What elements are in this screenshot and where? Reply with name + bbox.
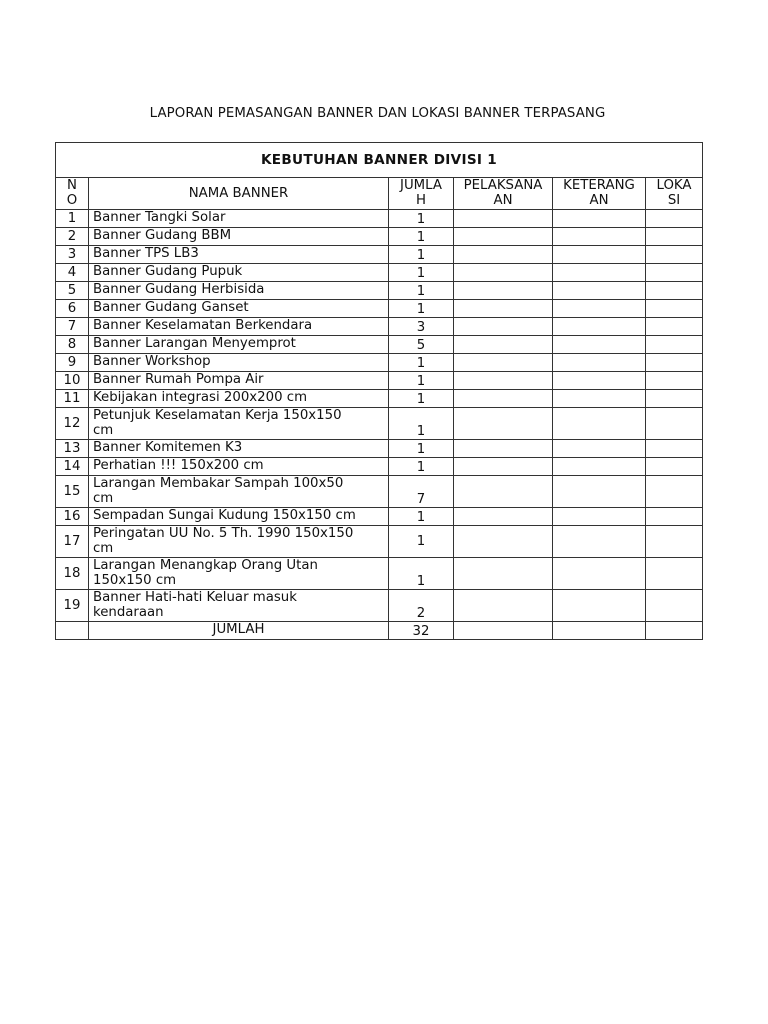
cell-qty: 1 (389, 282, 454, 300)
banner-name-line: Petunjuk Keselamatan Kerja 150x150 (93, 408, 342, 423)
cell-no (56, 622, 89, 640)
banner-name-line: Larangan Menangkap Orang Utan (93, 558, 318, 573)
cell-qty: 1 (389, 526, 454, 558)
cell-lokasi (646, 590, 703, 622)
table-row (56, 210, 703, 228)
cell-lokasi (646, 336, 703, 354)
cell-pelaksanaan (454, 282, 553, 300)
cell-no: 15 (56, 476, 89, 508)
cell-qty: 1 (389, 228, 454, 246)
cell-pelaksanaan (454, 300, 553, 318)
banner-name-line: Larangan Membakar Sampah 100x50 (93, 476, 344, 491)
cell-banner-name (89, 300, 389, 318)
cell-banner-name (89, 458, 389, 476)
cell-lokasi (646, 622, 703, 640)
cell-keterangan (553, 318, 646, 336)
banner-name-line: Banner Gudang Pupuk (93, 264, 243, 279)
cell-banner-name (89, 228, 389, 246)
cell-banner-name (89, 526, 389, 558)
cell-no: 14 (56, 458, 89, 476)
cell-pelaksanaan (454, 526, 553, 558)
cell-keterangan (553, 372, 646, 390)
banner-name-line: Banner Gudang Herbisida (93, 282, 265, 297)
cell-qty: 1 (389, 558, 454, 590)
cell-lokasi (646, 440, 703, 458)
cell-no: 18 (56, 558, 89, 590)
table-row (56, 476, 703, 508)
cell-banner-name (89, 590, 389, 622)
banner-name-line: Kebijakan integrasi 200x200 cm (93, 390, 308, 405)
cell-no: 12 (56, 408, 89, 440)
cell-lokasi (646, 526, 703, 558)
cell-lokasi (646, 476, 703, 508)
header-no: N O (56, 178, 89, 210)
cell-pelaksanaan (454, 440, 553, 458)
cell-lokasi (646, 264, 703, 282)
cell-pelaksanaan (454, 318, 553, 336)
cell-pelaksanaan (454, 336, 553, 354)
cell-banner-name (89, 354, 389, 372)
cell-banner-name (89, 476, 389, 508)
cell-qty: 1 (389, 458, 454, 476)
cell-qty: 1 (389, 390, 454, 408)
banner-name-line: Banner Workshop (93, 354, 211, 369)
cell-no: 7 (56, 318, 89, 336)
cell-lokasi (646, 508, 703, 526)
table-row (56, 318, 703, 336)
cell-banner-name (89, 264, 389, 282)
cell-keterangan (553, 508, 646, 526)
section-title: KEBUTUHAN BANNER DIVISI 1 (56, 143, 703, 178)
cell-pelaksanaan (454, 622, 553, 640)
cell-keterangan (553, 408, 646, 440)
table-header-row (56, 178, 703, 210)
cell-no: 13 (56, 440, 89, 458)
cell-pelaksanaan (454, 210, 553, 228)
banner-name-line: cm (93, 491, 114, 506)
cell-lokasi (646, 318, 703, 336)
cell-banner-name (89, 440, 389, 458)
cell-keterangan (553, 228, 646, 246)
table-row (56, 590, 703, 622)
header-keterangan: KETERANG AN (553, 178, 646, 210)
cell-pelaksanaan (454, 508, 553, 526)
cell-no: 11 (56, 390, 89, 408)
cell-qty: 5 (389, 336, 454, 354)
cell-banner-name (89, 558, 389, 590)
banner-table (55, 142, 703, 640)
cell-banner-name (89, 372, 389, 390)
cell-banner-name (89, 318, 389, 336)
cell-no: 10 (56, 372, 89, 390)
cell-qty: 7 (389, 476, 454, 508)
header-lokasi: LOKA SI (646, 178, 703, 210)
cell-qty: 3 (389, 318, 454, 336)
cell-banner-name (89, 210, 389, 228)
cell-banner-name (89, 336, 389, 354)
cell-keterangan (553, 210, 646, 228)
cell-banner-name (89, 508, 389, 526)
total-label: JUMLAH (89, 622, 389, 640)
banner-name-line: 150x150 cm (93, 573, 177, 588)
cell-no: 4 (56, 264, 89, 282)
cell-keterangan (553, 476, 646, 508)
cell-keterangan (553, 590, 646, 622)
table-row (56, 408, 703, 440)
banner-name-line: Sempadan Sungai Kudung 150x150 cm (93, 508, 356, 523)
cell-keterangan (553, 440, 646, 458)
cell-keterangan (553, 300, 646, 318)
cell-banner-name (89, 282, 389, 300)
banner-name-line: Banner Hati-hati Keluar masuk (93, 590, 297, 605)
banner-name-line: Banner Rumah Pompa Air (93, 372, 264, 387)
table-row (56, 354, 703, 372)
banner-name-line: Banner Gudang BBM (93, 228, 232, 243)
banner-name-line: Banner Gudang Ganset (93, 300, 249, 315)
cell-lokasi (646, 558, 703, 590)
cell-keterangan (553, 558, 646, 590)
cell-no: 1 (56, 210, 89, 228)
cell-no: 5 (56, 282, 89, 300)
cell-pelaksanaan (454, 476, 553, 508)
cell-qty: 1 (389, 440, 454, 458)
cell-keterangan (553, 336, 646, 354)
banner-name-line: cm (93, 423, 114, 438)
banner-name-line: kendaraan (93, 605, 164, 620)
document-title: LAPORAN PEMASANGAN BANNER DAN LOKASI BANNER TERPASANG (149, 106, 606, 121)
cell-qty: 1 (389, 264, 454, 282)
cell-lokasi (646, 228, 703, 246)
cell-keterangan (553, 354, 646, 372)
cell-lokasi (646, 408, 703, 440)
cell-lokasi (646, 246, 703, 264)
cell-pelaksanaan (454, 228, 553, 246)
table-row (56, 558, 703, 590)
banner-name-line: Banner TPS LB3 (93, 246, 199, 261)
cell-keterangan (553, 526, 646, 558)
cell-qty: 1 (389, 300, 454, 318)
cell-qty: 1 (389, 354, 454, 372)
cell-no: 19 (56, 590, 89, 622)
cell-keterangan (553, 264, 646, 282)
table-row (56, 458, 703, 476)
cell-pelaksanaan (454, 246, 553, 264)
cell-pelaksanaan (454, 458, 553, 476)
cell-no: 8 (56, 336, 89, 354)
cell-lokasi (646, 390, 703, 408)
table-row (56, 246, 703, 264)
table-row (56, 300, 703, 318)
cell-pelaksanaan (454, 372, 553, 390)
banner-name-line: Banner Keselamatan Berkendara (93, 318, 313, 333)
banner-name-line: Peringatan UU No. 5 Th. 1990 150x150 (93, 526, 354, 541)
cell-pelaksanaan (454, 558, 553, 590)
cell-lokasi (646, 372, 703, 390)
cell-qty: 1 (389, 408, 454, 440)
header-qty: JUMLA H (389, 178, 454, 210)
cell-lokasi (646, 210, 703, 228)
table-row (56, 228, 703, 246)
cell-qty: 1 (389, 246, 454, 264)
banner-name-line: Perhatian !!! 150x200 cm (93, 458, 264, 473)
table-row (56, 508, 703, 526)
cell-no: 16 (56, 508, 89, 526)
header-pelaksanaan: PELAKSANA AN (454, 178, 553, 210)
table-row (56, 336, 703, 354)
cell-pelaksanaan (454, 390, 553, 408)
cell-no: 6 (56, 300, 89, 318)
cell-banner-name (89, 408, 389, 440)
cell-lokasi (646, 282, 703, 300)
cell-keterangan (553, 390, 646, 408)
cell-banner-name (89, 390, 389, 408)
cell-qty: 2 (389, 590, 454, 622)
cell-keterangan (553, 458, 646, 476)
cell-keterangan (553, 282, 646, 300)
table-row (56, 372, 703, 390)
cell-no: 17 (56, 526, 89, 558)
table-row (56, 264, 703, 282)
table-row (56, 282, 703, 300)
cell-qty: 1 (389, 210, 454, 228)
banner-name-line: Banner Komitemen K3 (93, 440, 243, 455)
total-row (56, 622, 703, 640)
cell-lokasi (646, 458, 703, 476)
cell-pelaksanaan (454, 590, 553, 622)
cell-lokasi (646, 354, 703, 372)
banner-name-line: cm (93, 541, 114, 556)
cell-keterangan (553, 622, 646, 640)
cell-keterangan (553, 246, 646, 264)
cell-banner-name (89, 246, 389, 264)
header-name: NAMA BANNER (89, 178, 389, 210)
table-row (56, 526, 703, 558)
cell-qty: 1 (389, 372, 454, 390)
table-row (56, 390, 703, 408)
banner-name-line: Banner Larangan Menyemprot (93, 336, 296, 351)
banner-name-line: Banner Tangki Solar (93, 210, 226, 225)
cell-no: 2 (56, 228, 89, 246)
cell-no: 9 (56, 354, 89, 372)
cell-lokasi (646, 300, 703, 318)
total-qty: 32 (389, 622, 454, 640)
cell-pelaksanaan (454, 408, 553, 440)
cell-qty: 1 (389, 508, 454, 526)
cell-pelaksanaan (454, 264, 553, 282)
cell-pelaksanaan (454, 354, 553, 372)
table-row (56, 440, 703, 458)
cell-no: 3 (56, 246, 89, 264)
